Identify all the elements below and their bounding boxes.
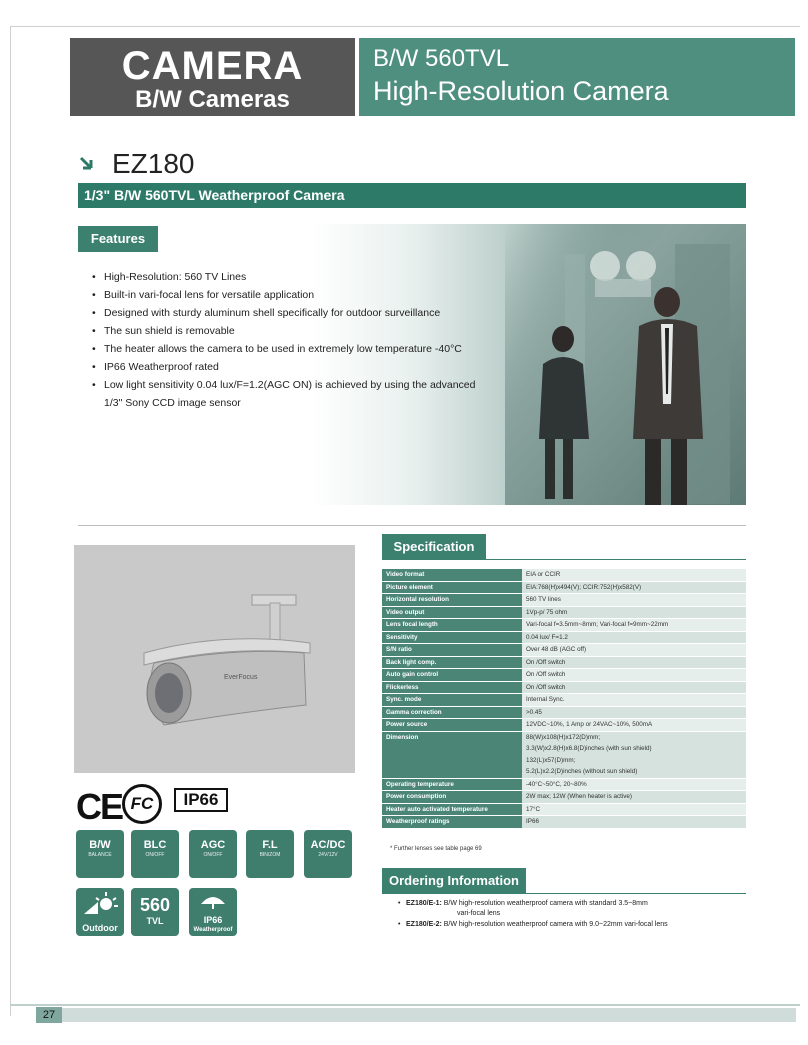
spec-key: Video output xyxy=(382,606,522,619)
table-row xyxy=(382,816,746,828)
spec-key: Video format xyxy=(382,569,522,582)
spec-value: IP66 xyxy=(522,816,746,828)
list-item: • Designed with sturdy aluminum shell specifically for outdoor surveillance xyxy=(92,304,475,322)
spec-key: Weatherproof ratings xyxy=(382,816,522,828)
spec-key: Auto gain control xyxy=(382,669,522,682)
spec-value: Internal Sync. xyxy=(522,694,746,707)
badge-label: 560 xyxy=(139,895,171,915)
badge-label: IP66 xyxy=(203,915,223,925)
spec-value: 560 TV lines xyxy=(522,594,746,607)
category-subtitle: B/W Cameras xyxy=(135,86,290,113)
ac-dc-badge xyxy=(304,830,352,878)
table-row xyxy=(382,656,746,669)
spec-value: 1Vp-p/ 75 ohm xyxy=(522,606,746,619)
table-row xyxy=(382,778,746,791)
camera-product-photo xyxy=(74,545,355,773)
badge-label: AC/DC xyxy=(310,839,346,851)
table-row xyxy=(382,569,746,582)
badge-label: F.L xyxy=(262,839,278,851)
spec-value: On /Off switch xyxy=(522,681,746,694)
badge-label: Outdoor xyxy=(82,923,118,933)
business-people-photo xyxy=(505,224,746,505)
outdoor-badge xyxy=(76,888,124,936)
list-item-continuation: 1/3" Sony CCD image sensor xyxy=(104,397,241,409)
specification-table xyxy=(382,568,746,828)
ordering-tab: Ordering Information xyxy=(382,868,526,894)
model-name: EZ180 xyxy=(112,148,195,179)
spec-value: 12VDC~10%, 1 Amp or 24VAC~10%, 500mA xyxy=(522,719,746,732)
features-tab: Features xyxy=(78,226,158,252)
spec-value: 3.3(W)x2.8(H)x6.8(D)inches (with sun shield) xyxy=(526,745,652,752)
spec-key: Operating temperature xyxy=(382,778,522,791)
spec-value: EIA:768(H)x494(V); CCIR:752(H)x582(V) xyxy=(522,581,746,594)
badge-label: B/W xyxy=(89,839,111,851)
sun-icon xyxy=(76,888,124,918)
order-description-cont: vari-focal lens xyxy=(457,910,501,917)
spec-key: Back light comp. xyxy=(382,656,522,669)
features-list xyxy=(92,268,475,412)
560tvl-badge xyxy=(131,888,179,936)
list-item: • Built-in vari-focal lens for versatile application xyxy=(92,286,475,304)
list-item: • The heater allows the camera to be used in extremely low temperature -40°C xyxy=(92,340,475,358)
specification-tab: Specification xyxy=(382,534,486,560)
badge-sublabel: 24V/12V xyxy=(318,852,338,858)
spec-key: S/N ratio xyxy=(382,644,522,657)
table-row xyxy=(382,644,746,657)
table-row xyxy=(382,681,746,694)
spec-value: Vari-focal f=3.5mm~8mm; Vari-focal f=9mm~22mm xyxy=(522,619,746,632)
ce-mark-icon: CE xyxy=(76,786,123,827)
page-number: 27 xyxy=(36,1007,62,1023)
ordering-rule xyxy=(382,893,746,894)
order-description: B/W high-resolution weatherproof camera with 9.0~22mm vari-focal lens xyxy=(443,921,668,928)
order-description: B/W high-resolution weatherproof camera with standard 3.5~8mm xyxy=(443,900,648,907)
umbrella-icon xyxy=(189,888,237,910)
table-row xyxy=(382,791,746,804)
list-item xyxy=(398,920,738,930)
blc-badge xyxy=(131,830,179,878)
specification-note: * Further lenses see table page 69 xyxy=(390,846,482,852)
list-item xyxy=(398,899,738,919)
ip66-mark-icon: IP66 xyxy=(174,788,228,812)
spec-value: 88(W)x108(H)x172(D)mm; xyxy=(526,733,601,741)
spec-value: >0.45 xyxy=(522,706,746,719)
badge-label: AGC xyxy=(200,839,226,851)
badge-sublabel: Weatherproof xyxy=(193,927,233,933)
badge-sublabel: BALANCE xyxy=(88,852,112,858)
table-row xyxy=(382,619,746,632)
table-row xyxy=(382,706,746,719)
spec-key: Flickerless xyxy=(382,681,522,694)
spec-value: 17°C xyxy=(522,803,746,816)
product-line-header xyxy=(359,38,795,116)
table-row xyxy=(382,581,746,594)
product-line-title-2: High-Resolution Camera xyxy=(373,76,669,106)
product-subtitle: 1/3" B/W 560TVL Weatherproof Camera xyxy=(78,183,746,208)
left-rule xyxy=(10,26,11,1016)
spec-key: Sync. mode xyxy=(382,694,522,707)
category-header xyxy=(70,38,355,116)
agc-badge xyxy=(189,830,237,878)
spec-key: Power consumption xyxy=(382,791,522,804)
fc-mark-icon: FC xyxy=(122,784,162,824)
spec-key: Horizontal resolution xyxy=(382,594,522,607)
spec-value: On /Off switch xyxy=(522,656,746,669)
table-row xyxy=(382,594,746,607)
spec-key: Sensitivity xyxy=(382,631,522,644)
spec-value-multiline xyxy=(522,731,746,778)
top-rule xyxy=(10,26,800,27)
table-row xyxy=(382,669,746,682)
spec-value: 2W max; 12W (When heater is active) xyxy=(522,791,746,804)
ip66-weatherproof-badge xyxy=(189,888,237,936)
ordering-list xyxy=(398,899,738,931)
badge-sublabel: ON/OFF xyxy=(203,852,223,858)
specification-rule xyxy=(382,559,746,560)
bw-balance-badge xyxy=(76,830,124,878)
spec-key: Lens focal length xyxy=(382,619,522,632)
spec-value: 132(L)x57(D)mm; xyxy=(526,756,576,764)
spec-value: EIA or CCIR xyxy=(522,569,746,582)
focal-length-badge xyxy=(246,830,294,878)
model-title xyxy=(78,148,195,180)
spec-value: On /Off switch xyxy=(522,669,746,682)
order-code: EZ180/E-2: xyxy=(406,921,442,928)
camera-brand-label: EverFocus xyxy=(224,674,258,681)
badge-sublabel: TVL xyxy=(146,916,164,926)
list-item: • The sun shield is removable xyxy=(92,322,475,340)
footer-rule xyxy=(10,1004,800,1006)
spec-key: Picture element xyxy=(382,581,522,594)
spec-value: -40°C~50°C, 20~80% xyxy=(522,778,746,791)
badge-sublabel: BIN/ZOM xyxy=(259,852,281,858)
category-title: CAMERA xyxy=(121,44,304,88)
list-item: • Low light sensitivity 0.04 lux/F=1.2(AGC ON) is achieved by using the advanced xyxy=(92,376,475,394)
product-line-title-1: B/W 560TVL xyxy=(373,45,510,72)
table-row xyxy=(382,731,746,778)
arrow-icon xyxy=(78,153,100,175)
table-row xyxy=(382,631,746,644)
spec-key: Power source xyxy=(382,719,522,732)
spec-value: 5.2(L)x2.2(D)inches (without sun shield) xyxy=(526,768,638,775)
table-row xyxy=(382,803,746,816)
table-row xyxy=(382,606,746,619)
order-code: EZ180/E-1: xyxy=(406,900,442,907)
spec-key: Heater auto activated temperature xyxy=(382,803,522,816)
table-row xyxy=(382,694,746,707)
badge-label: BLC xyxy=(143,839,167,851)
spec-value: Over 48 dB (AGC off) xyxy=(522,644,746,657)
spec-value: 0.04 lux/ F=1.2 xyxy=(522,631,746,644)
spec-key: Dimension xyxy=(382,731,522,778)
list-item: • High-Resolution: 560 TV Lines xyxy=(92,268,475,286)
footer-bar xyxy=(62,1008,796,1022)
badge-sublabel: ON/OFF xyxy=(145,852,165,858)
table-row xyxy=(382,719,746,732)
spec-key: Gamma correction xyxy=(382,706,522,719)
section-divider xyxy=(78,525,746,526)
list-item: • IP66 Weatherproof rated xyxy=(92,358,475,376)
